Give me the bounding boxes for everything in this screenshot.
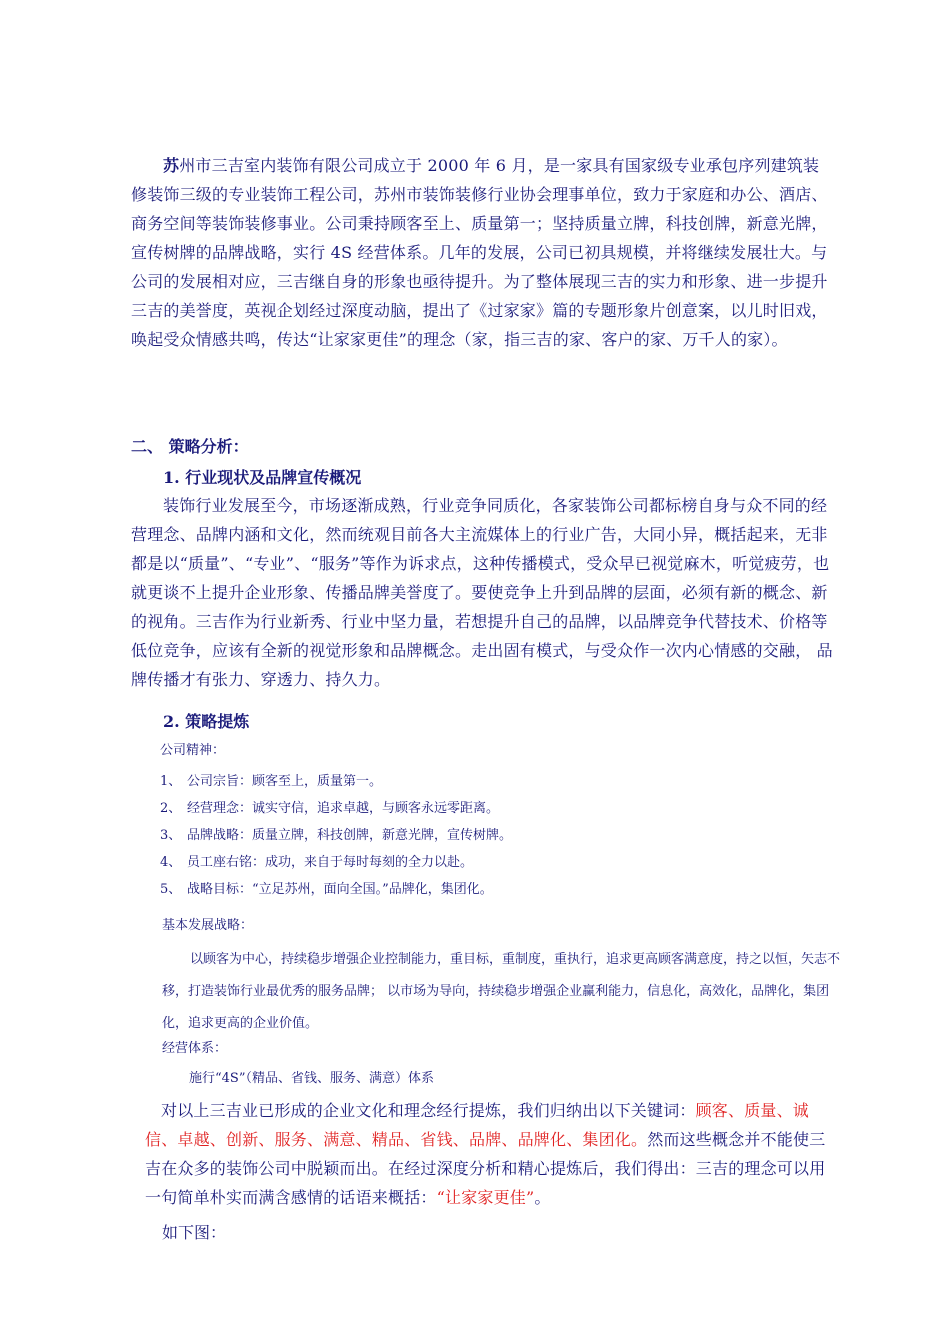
section-heading-strategy: 二、 策略分析： (131, 437, 249, 456)
summary-middle-text: 然而这些概念并不能使三吉在众多的装饰公司中脱颖而出。在经过深度分析和精心提炼后，我们得出：三吉的理念可以用一句简单朴实而满含感情的话语来概括： (145, 1130, 826, 1207)
subheading-strategy-refinement: 2. 策略提炼 (163, 712, 250, 731)
summary-keywords: 顾客、质量、诚信、卓越、创新、服务、满意、精品、省钱、品牌、品牌化、集团化。 (145, 1101, 810, 1149)
industry-status-paragraph: 装饰行业发展至今，市场逐渐成熟，行业竞争同质化，各家装饰公司都标榜自身与众不同的经营理念、品牌内涵和文化，然而统观目前各大主流媒体上的行业广告，大同小异，概括起来，无非都是以“质量”、“专业”、“服务”等作为诉求点，这种传播模式，受众早已视觉麻木，听觉疲劳，也就更谈不上提升企业形象、传播品牌美誉度了。要使竞争上升到品牌的层面，必须有新的概念、新的视角。三吉作为行业新秀、行业中坚力量，若想提升自己的品牌，以品牌竞争代替技术、价格等低位竞争，应该有全新的视觉形象和品牌概念。走出固有模式，与受众作一次内心情感的交融， 品牌传播才有张力、穿透力、持久力。 (131, 496, 833, 689)
development-strategy-label: 基本发展战略： (162, 918, 254, 933)
see-figure-line: 如下图： (162, 1223, 227, 1242)
list-item-text: 公司宗旨：顾客至上，质量第一。 (187, 774, 383, 789)
operating-system-label: 经营体系： (162, 1041, 228, 1056)
intro-paragraph (131, 151, 834, 354)
list-item (160, 800, 840, 827)
operating-system-text: 施行“4S”（精品、省钱、服务、满意）体系 (189, 1071, 434, 1086)
list-item-text: 员工座右铭：成功，来自于每时每刻的全力以赴。 (187, 855, 474, 870)
intro-lead-char: 苏 (163, 156, 180, 175)
list-item-text: 战略目标：“立足苏州，面向全国。”品牌化，集团化。 (187, 882, 493, 897)
list-item (160, 827, 840, 854)
keyword-summary-paragraph (145, 1096, 835, 1212)
intro-text: 州市三吉室内装饰有限公司成立于 2000 年 6 月，是一家具有国家级专业承包序列建筑装修装饰三级的专业装饰工程公司，苏州市装饰装修行业协会理事单位，致力于家庭和办公、酒店、商务空间等装饰装修事业。公司秉持顾客至上、质量第一；坚持质量立牌，科技创牌，新意光牌，宣传树牌的品牌战略，实行 4S 经营体系。几年的发展，公司已初具规模，并将继续发展壮大。与公司的发展相对应，三吉继自身的形象也亟待提升。为了整体展现三吉的实力和形象、进一步提升三吉的美誉度，英视企划经过深度动脑，提出了《过家家》篇的专题形象片创意案，以儿时旧戏，唤起受众情感共鸣，传达“让家家更佳”的理念（家，指三吉的家、客户的家、万千人的家）。 (131, 156, 828, 349)
list-item-number: 4、 (160, 855, 182, 870)
summary-end-punct: 。 (534, 1188, 551, 1207)
company-spirit-label: 公司精神： (160, 743, 226, 758)
list-item-number: 2、 (160, 801, 182, 816)
list-item (160, 881, 840, 908)
list-item-number: 5、 (160, 882, 182, 897)
development-strategy-paragraph: 以顾客为中心，持续稳步增强企业控制能力，重目标，重制度，重执行，追求更高顾客满意度，持之以恒，矢志不移，打造装饰行业最优秀的服务品牌； 以市场为导向，持续稳步增强企业赢利能力，信息化，高效化，品牌化，集团化，追求更高的企业价值。 (162, 952, 841, 1031)
summary-slogan: “让家家更佳” (436, 1188, 535, 1207)
subheading-industry-status: 1. 行业现状及品牌宣传概况 (163, 468, 362, 487)
list-item (160, 773, 840, 800)
list-item-text: 品牌战略：质量立牌，科技创牌，新意光牌，宣传树牌。 (187, 828, 513, 843)
list-item-number: 1、 (160, 774, 182, 789)
summary-intro-text: 对以上三吉业已形成的企业文化和理念经行提炼，我们归纳出以下关键词： (161, 1101, 696, 1120)
company-spirit-list (160, 773, 840, 908)
list-item-number: 3、 (160, 828, 182, 843)
list-item (160, 854, 840, 881)
list-item-text: 经营理念：诚实守信，追求卓越，与顾客永远零距离。 (187, 801, 500, 816)
